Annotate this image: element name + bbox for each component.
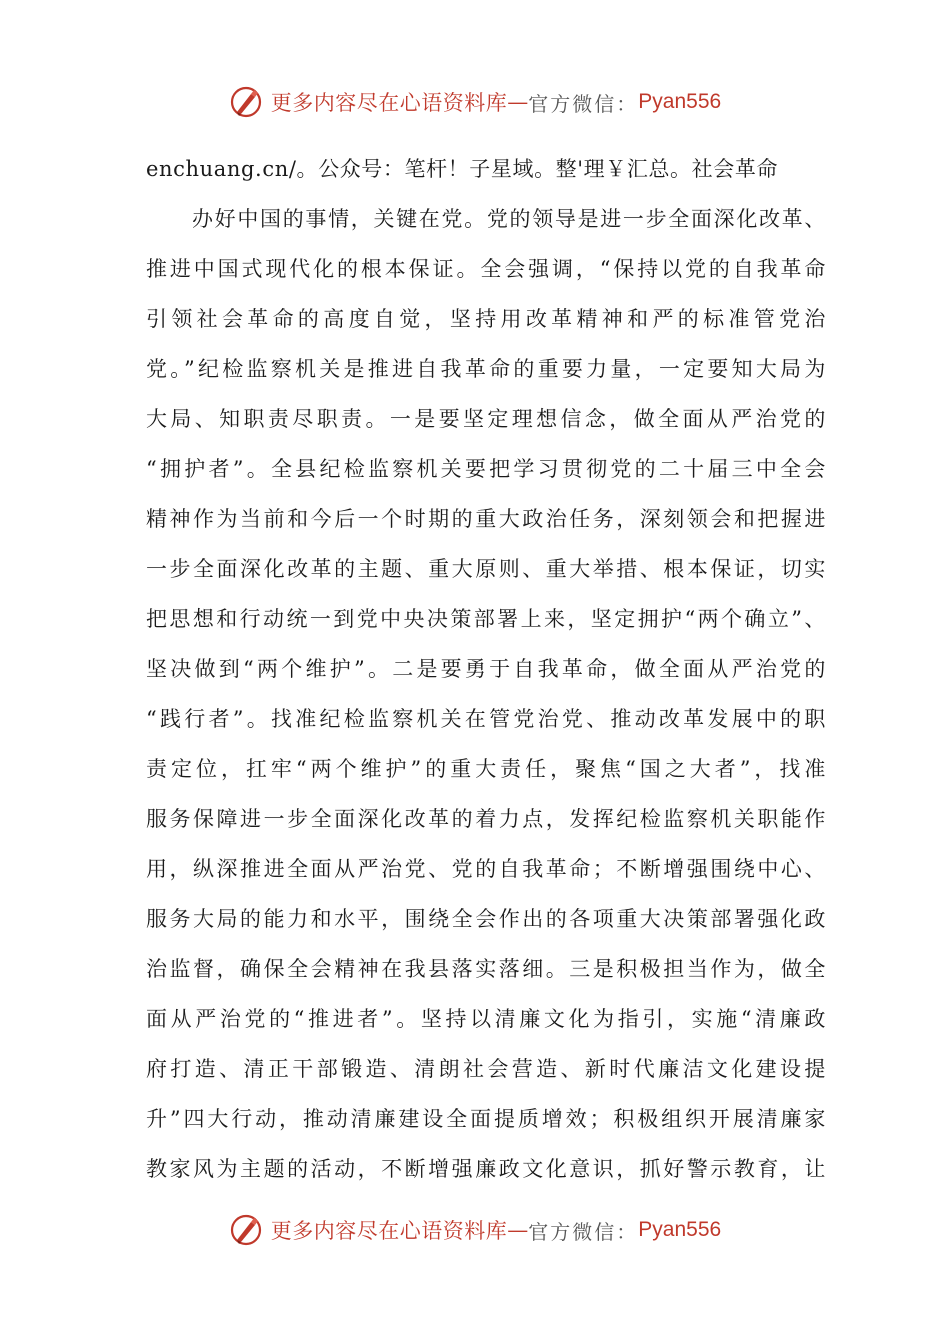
banner-slogan: 更多内容尽在心语资料库 (270, 1219, 508, 1243)
banner-wechat-label: 官方微信： (528, 1219, 639, 1244)
text-line: “拥护者”。全县纪检监察机关要把学习贯彻党的二十届三中全会 (146, 457, 826, 481)
text-line: enchuang.cn/。公众号：笔杆！子星域。整'理￥汇总。社会革命 (146, 157, 779, 181)
banner-dash: — (507, 90, 529, 114)
document-body (146, 144, 826, 1194)
text-line: 服务大局的能力和水平，围绕全会作出的各项重大决策部署强化政 (146, 907, 826, 931)
footer-banner (0, 1208, 950, 1252)
text-line: 用，纵深推进全面从严治党、党的自我革命；不断增强围绕中心、 (146, 857, 826, 881)
banner-wechat-label: 官方微信： (528, 91, 639, 116)
text-line: 升”四大行动，推动清廉建设全面提质增效；积极组织开展清廉家 (146, 1107, 826, 1131)
banner-wechat-id: Pyan556 (638, 90, 722, 113)
text-line: 大局、知职责尽职责。一是要坚定理想信念，做全面从严治党的 (146, 407, 826, 431)
text-line: 引领社会革命的高度自觉，坚持用改革精神和严的标准管党治 (146, 307, 826, 331)
banner-slogan: 更多内容尽在心语资料库 (270, 91, 508, 115)
text-line: 服务保障进一步全面深化改革的着力点，发挥纪检监察机关职能作 (146, 807, 826, 831)
text-line: 党。”纪检监察机关是推进自我革命的重要力量，一定要知大局为 (146, 357, 826, 381)
text-line: “践行者”。找准纪检监察机关在管党治党、推动改革发展中的职 (146, 707, 826, 731)
pen-logo-icon (229, 85, 263, 119)
text-line: 坚决做到“两个维护”。二是要勇于自我革命，做全面从严治党的 (146, 657, 826, 681)
text-line: 责定位，扛牢“两个维护”的重大责任，聚焦“国之大者”，找准 (146, 757, 826, 781)
text-line: 办好中国的事情，关键在党。党的领导是进一步全面深化改革、 (192, 207, 826, 231)
text-line: 推进中国式现代化的根本保证。全会强调，“保持以党的自我革命 (146, 257, 826, 281)
pen-logo-icon (229, 1213, 263, 1247)
banner-dash: — (507, 1218, 529, 1242)
text-line: 一步全面深化改革的主题、重大原则、重大举措、根本保证，切实 (146, 557, 826, 581)
text-line: 面从严治党的“推进者”。坚持以清廉文化为指引，实施“清廉政 (146, 1007, 826, 1031)
text-line: 把思想和行动统一到党中央决策部署上来，坚定拥护“两个确立”、 (146, 607, 826, 631)
banner-wechat-id: Pyan556 (638, 1218, 722, 1241)
header-banner (0, 80, 950, 124)
text-line: 精神作为当前和今后一个时期的重大政治任务，深刻领会和把握进 (146, 507, 826, 531)
text-line: 府打造、清正干部锻造、清朗社会营造、新时代廉洁文化建设提 (146, 1057, 826, 1081)
text-line: 治监督，确保全会精神在我县落实落细。三是积极担当作为，做全 (146, 957, 826, 981)
text-line: 教家风为主题的活动，不断增强廉政文化意识，抓好警示教育，让 (146, 1157, 826, 1181)
